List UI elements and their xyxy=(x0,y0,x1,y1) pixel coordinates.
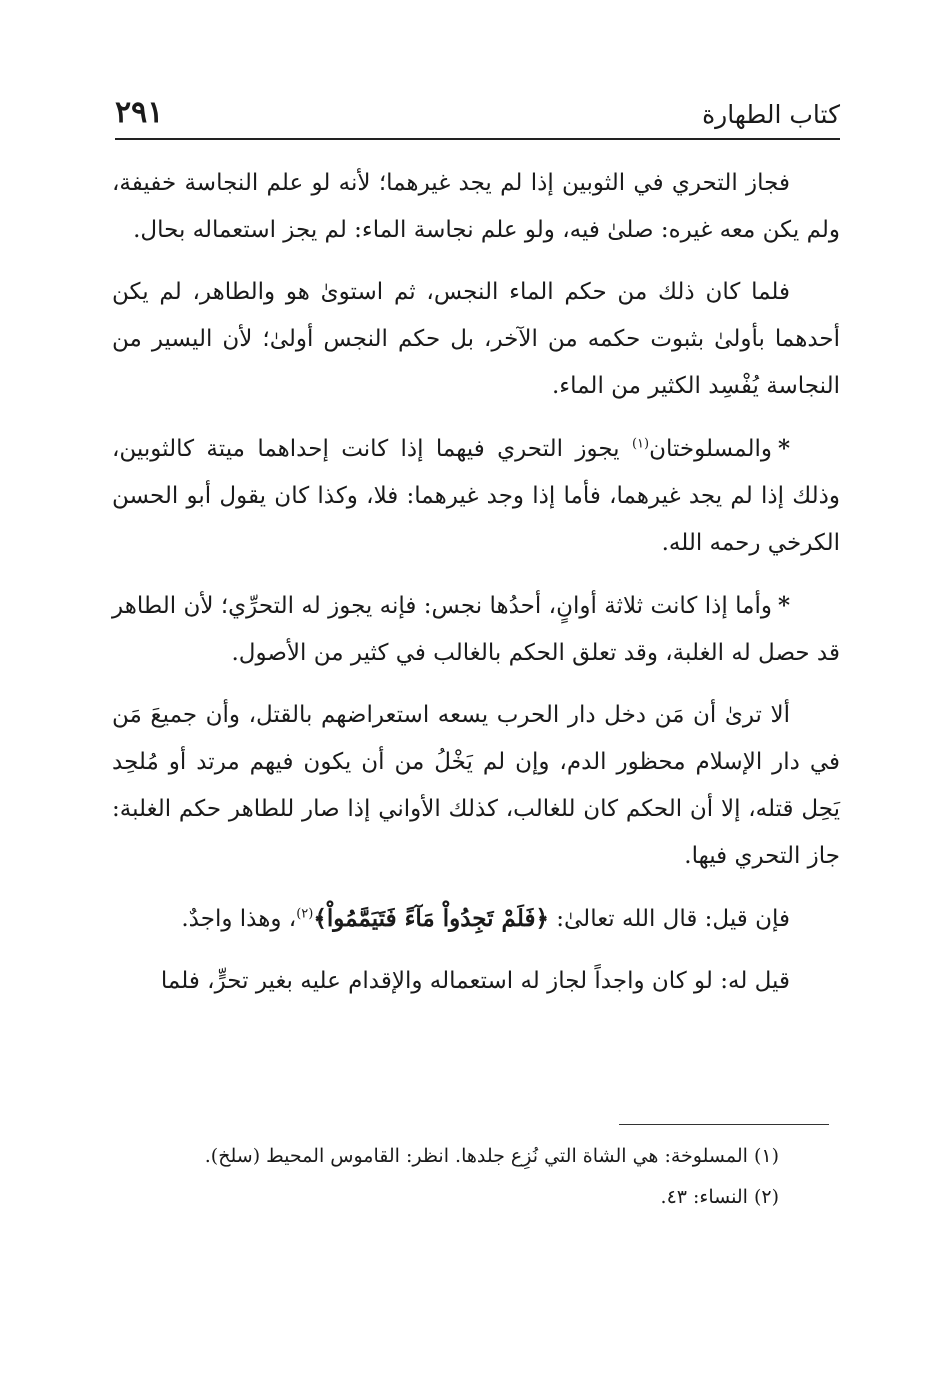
paragraph-text: والمسلوختان xyxy=(649,436,772,462)
page-header xyxy=(115,86,840,140)
running-title: كتاب الطهارة xyxy=(702,100,840,129)
page-number: ٢٩١ xyxy=(115,95,164,130)
paragraph-text: فجاز التحري في الثوبين إذا لم يجد غيرهما؛ لأنه لو علم النجاسة خفيفة، ولم يكن معه غيره: صلىٰ فيه، ولو علم نجاسة الماء: لم يجز استعماله بحال. xyxy=(112,170,840,243)
paragraph-text: ، وهذا واجدٌ. xyxy=(181,906,297,932)
footnote-1: (١) المسلوخة: هي الشاة التي نُزِع جلدها. انظر: القاموس المحيط (سلخ). xyxy=(204,1145,779,1167)
paragraph-2 xyxy=(112,269,840,410)
paragraph-7 xyxy=(112,958,840,1005)
paragraph-text: فإن قيل: قال الله تعالىٰ: xyxy=(548,906,790,932)
paragraph-3 xyxy=(112,425,840,567)
paragraph-text: ألا ترىٰ أن مَن دخل دار الحرب يسعه استعراضهم بالقتل، وأن جميعَ مَن في دار الإسلام محظور الدم، وإن لم يَخْلُ من أن يكون فيهم مرتد أو مُلحِد يَحِل قتله، إلا أن الحكم كان للغالب، كذلك الأواني إذا صار للطاهر حكم الغلبة: جاز التحري فيها. xyxy=(112,702,840,869)
footnote-ref-2: (٢) xyxy=(296,906,314,922)
quran-quote: ﴿فَلَمْ تَجِدُواْ مَآءً فَتَيَمَّمُواْ﴾ xyxy=(313,905,549,932)
asterisk-icon: * xyxy=(777,592,790,619)
footnote-separator xyxy=(619,1124,829,1125)
footnote-ref-1: (١) xyxy=(631,436,650,452)
paragraph-5 xyxy=(112,692,840,880)
paragraph-text: وأما إذا كانت ثلاثة أوانٍ، أحدُها نجس: فإنه يجوز له التحرِّي؛ لأن الطاهر قد حصل له الغلبة، وقد تعلق الحكم بالغالب في كثير من الأصول. xyxy=(112,593,840,666)
footnotes xyxy=(159,1136,779,1218)
paragraph-text: قيل له: لو كان واجداً لجاز له استعماله والإقدام عليه بغير تحرٍّ، فلما xyxy=(160,968,790,994)
paragraph-6 xyxy=(112,895,840,943)
paragraph-1 xyxy=(112,160,840,254)
paragraph-4 xyxy=(112,582,840,677)
paragraph-text: يجوز التحري فيهما إذا كانت إحداهما ميتة كالثوبين، وذلك إذا لم يجد غيرهما، فأما إذا وجد غيرهما: فلا، وكذا كان يقول أبو الحسن الكرخي رحمه الله. xyxy=(112,436,840,556)
paragraph-text: فلما كان ذلك من حكم الماء النجس، ثم استوىٰ هو والطاهر، لم يكن أحدهما بأولىٰ بثبوت حكمه من الآخر، بل حكم النجس أولىٰ؛ لأن اليسير من النجاسة يُفْسِد الكثير من الماء. xyxy=(112,279,840,399)
asterisk-icon: * xyxy=(777,435,790,462)
footnote-2: (٢) النساء: ٤٣. xyxy=(660,1186,779,1208)
main-text xyxy=(112,160,840,1020)
